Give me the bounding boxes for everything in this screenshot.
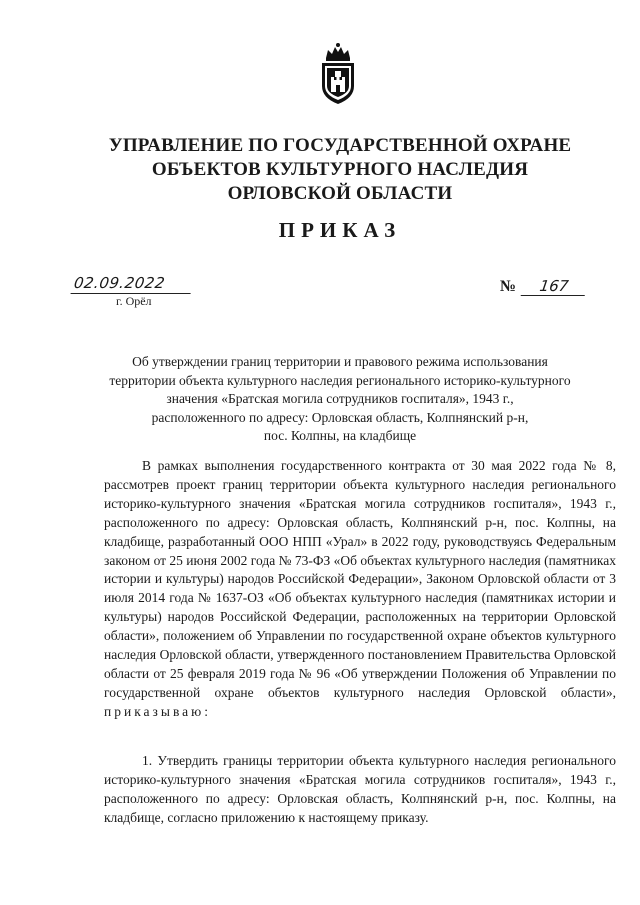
subject-line: территории объекта культурного наследия регионального историко-культурного	[109, 372, 571, 388]
issuer-line: УПРАВЛЕНИЕ ПО ГОСУДАРСТВЕННОЙ ОХРАНЕ	[108, 135, 572, 156]
issuer-line: ОРЛОВСКОЙ ОБЛАСТИ	[227, 183, 453, 204]
order-item-1: 1. Утвердить границы территории объекта культурного наследия регионального историко-культурного значения «Братская могила сотрудников госпиталя», 1943 г., расположенного по адресу: Орловская область, Колпнянский р-н, пос. Колпны, на кладбище, согласно приложению к настоящему приказу.	[104, 753, 616, 825]
order-date-block	[72, 273, 192, 308]
subject-line: пос. Колпны, на кладбище	[263, 428, 417, 443]
order-number: 167	[521, 277, 588, 296]
preamble-text: В рамках выполнения государственного контракта от 30 мая 2022 года № 8, рассмотрев проект границ территории объекта культурного наследия регионального историко-культурного значения «Братская могила сотрудников госпиталя», 1943 г., расположенного по адресу: Орловская область, Колпнянский р-н, пос. Колпны, на кладбище, разработанный ООО НПП «Урал» в 2022 году, руководствуясь Федеральным законом от 25 июня 2002 года № 73-ФЗ «Об объектах культурного наследия (памятниках истории и культуры) народов Российской Федерации», Законом Орловской области от 3 июля 2014 года № 1637-ОЗ «Об объектах культурного наследия (памятниках истории и культуры) народов Российской Федерации, расположенных на территории Орловской области», положением об Управлении по государственной охране объектов культурного наследия Орловской области, утвержденного постановлением Правительства Орловской области от 25 февраля 2019 года № 96 «Об утверждении Положения об Управлении по государственной охране объектов культурного наследия Орловской области»,	[104, 458, 616, 700]
preamble-paragraph	[104, 457, 616, 722]
order-title: ПРИКАЗ	[278, 218, 402, 242]
order-date: 02.09.2022	[71, 273, 194, 294]
coat-of-arms-icon	[316, 42, 360, 106]
order-city: г. Орёл	[116, 294, 152, 308]
issuer-header	[60, 134, 620, 206]
order-directive: приказываю:	[104, 703, 211, 719]
subject-line: Об утверждении границ территории и правового режима использования	[132, 354, 548, 369]
subject-line: значения «Братская могила сотрудников госпиталя», 1943 г.,	[166, 391, 514, 406]
number-sign: №	[500, 278, 517, 295]
order-number-block	[500, 277, 586, 296]
subject-line: расположенного по адресу: Орловская область, Колпнянский р-н,	[151, 409, 529, 425]
order-subject	[90, 353, 590, 446]
issuer-line: ОБЪЕКТОВ КУЛЬТУРНОГО НАСЛЕДИЯ	[151, 159, 529, 180]
